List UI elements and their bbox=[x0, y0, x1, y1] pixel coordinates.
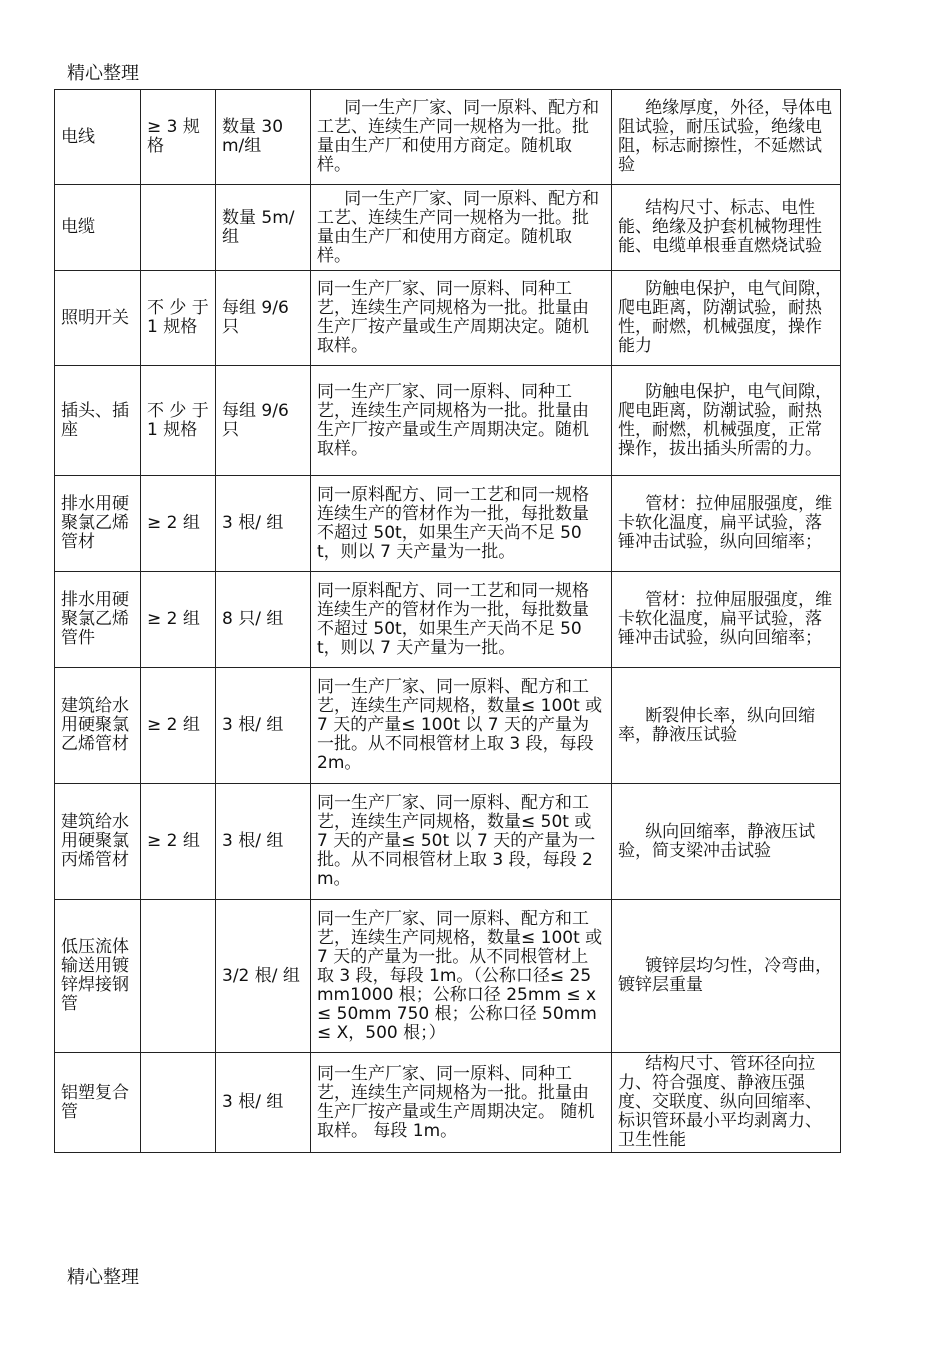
material-name: 建筑给水用硬聚氯丙烯管材 bbox=[55, 784, 141, 900]
batch-rule: 同一生产厂家、同一原料、配方和工艺，连续生产同规格，数量≤ 100t 或 7 天的产量为一批。从不同根管材上取 3 段，每段 1m。（公称口径≤ 25mm1000 根；公称口径 25mm ≤ x ≤ 50mm 750 根；公称口径 50mm≤ X，500 根；） bbox=[311, 900, 612, 1053]
batch-requirement: ≥ 2 组 bbox=[141, 572, 216, 668]
material-name: 建筑给水用硬聚氯乙烯管材 bbox=[55, 668, 141, 784]
material-name: 插头、插座 bbox=[55, 366, 141, 476]
test-items: 管材：拉伸屈服强度，维卡软化温度，扁平试验，落锤冲击试验，纵向回缩率； bbox=[612, 476, 841, 572]
batch-rule: 同一生产厂家、同一原料、配方和工艺，连续生产同规格，数量≤ 100t 或 7 天的产量≤ 100t 以 7 天的产量为一批。从不同根管材上取 3 段，每段 2m。 bbox=[311, 668, 612, 784]
batch-requirement bbox=[141, 1053, 216, 1153]
batch-rule: 同一生产厂家、同一原料、同种工艺，连续生产同规格为一批。批量由生产厂按产量或生产周期决定。随机取样。 bbox=[311, 366, 612, 476]
test-items: 镀锌层均匀性，冷弯曲，镀锌层重量 bbox=[612, 900, 841, 1053]
test-items: 纵向回缩率，静液压试验，简支梁冲击试验 bbox=[612, 784, 841, 900]
batch-rule: 同一生产厂家、同一原料、配方和工艺，连续生产同规格，数量≤ 50t 或 7 天的产量≤ 50t 以 7 天的产量为一批。从不同根管材上取 3 段，每段 2m。 bbox=[311, 784, 612, 900]
batch-requirement: ≥ 2 组 bbox=[141, 784, 216, 900]
table-row bbox=[55, 476, 841, 572]
table-row bbox=[55, 90, 841, 185]
material-name: 电缆 bbox=[55, 185, 141, 271]
table-row bbox=[55, 271, 841, 366]
table-row bbox=[55, 1053, 841, 1153]
batch-rule: 同一生产厂家、同一原料、同种工艺，连续生产同规格为一批。批量由生产厂按产量或生产周期决定。随机取样。 bbox=[311, 271, 612, 366]
batch-requirement: ≥ 2 组 bbox=[141, 476, 216, 572]
test-items: 防触电保护，电气间隙，爬电距离，防潮试验，耐热性，耐燃，机械强度，正常操作，拔出插头所需的力。 bbox=[612, 366, 841, 476]
table-row bbox=[55, 900, 841, 1053]
sample-quantity: 每组 9/6 只 bbox=[216, 271, 311, 366]
batch-requirement: ≥ 3 规格 bbox=[141, 90, 216, 185]
batch-rule: 同一生产厂家、同一原料、配方和工艺、连续生产同一规格为一批。批量由生产厂和使用方商定。随机取样。 bbox=[311, 185, 612, 271]
batch-rule: 同一原料配方、同一工艺和同一规格连续生产的管材作为一批，每批数量不超过 50t，如果生产天尚不足 50t，则以 7 天产量为一批。 bbox=[311, 572, 612, 668]
sample-quantity: 3 根/ 组 bbox=[216, 784, 311, 900]
table-row bbox=[55, 784, 841, 900]
material-name: 铝塑复合管 bbox=[55, 1053, 141, 1153]
sample-quantity: 3 根/ 组 bbox=[216, 476, 311, 572]
sample-quantity: 每组 9/6 只 bbox=[216, 366, 311, 476]
test-items: 绝缘厚度，外径，导体电阻试验，耐压试验，绝缘电阻，标志耐擦性，不延燃试验 bbox=[612, 90, 841, 185]
sample-quantity: 数量 30m/组 bbox=[216, 90, 311, 185]
sample-quantity: 3 根/ 组 bbox=[216, 668, 311, 784]
material-name: 电线 bbox=[55, 90, 141, 185]
test-items: 防触电保护，电气间隙，爬电距离，防潮试验，耐热性，耐燃，机械强度，操作能力 bbox=[612, 271, 841, 366]
sample-quantity: 3/2 根/ 组 bbox=[216, 900, 311, 1053]
table-row bbox=[55, 185, 841, 271]
material-name: 照明开关 bbox=[55, 271, 141, 366]
batch-requirement: 不 少 于 1 规格 bbox=[141, 271, 216, 366]
table-row bbox=[55, 572, 841, 668]
test-items: 结构尺寸、管环径向拉力、符合强度、静液压强度、交联度、纵向回缩率、标识管环最小平均剥离力、卫生性能 bbox=[612, 1053, 841, 1153]
test-items: 结构尺寸、标志、电性能、绝缘及护套机械物理性能、电缆单根垂直燃烧试验 bbox=[612, 185, 841, 271]
test-items: 管材：拉伸屈服强度，维卡软化温度，扁平试验，落锤冲击试验，纵向回缩率； bbox=[612, 572, 841, 668]
sample-quantity: 3 根/ 组 bbox=[216, 1053, 311, 1153]
batch-requirement bbox=[141, 900, 216, 1053]
table-row bbox=[55, 668, 841, 784]
sample-quantity: 数量 5m/组 bbox=[216, 185, 311, 271]
specification-table bbox=[54, 89, 841, 1153]
page-header-label: 精心整理 bbox=[67, 63, 139, 84]
batch-requirement: 不 少 于 1 规格 bbox=[141, 366, 216, 476]
page-footer-label: 精心整理 bbox=[67, 1267, 139, 1288]
batch-rule: 同一生产厂家、同一原料、同种工艺，连续生产同规格为一批。批量由生产厂按产量或生产周期决定。 随机取样。 每段 1m。 bbox=[311, 1053, 612, 1153]
batch-rule: 同一生产厂家、同一原料、配方和工艺、连续生产同一规格为一批。批量由生产厂和使用方商定。随机取样。 bbox=[311, 90, 612, 185]
batch-rule: 同一原料配方、同一工艺和同一规格连续生产的管材作为一批，每批数量不超过 50t，如果生产天尚不足 50t，则以 7 天产量为一批。 bbox=[311, 476, 612, 572]
test-items: 断裂伸长率，纵向回缩率，静液压试验 bbox=[612, 668, 841, 784]
table-row bbox=[55, 366, 841, 476]
material-name: 排水用硬聚氯乙烯管件 bbox=[55, 572, 141, 668]
material-name: 低压流体输送用镀锌焊接钢管 bbox=[55, 900, 141, 1053]
batch-requirement bbox=[141, 185, 216, 271]
batch-requirement: ≥ 2 组 bbox=[141, 668, 216, 784]
sample-quantity: 8 只/ 组 bbox=[216, 572, 311, 668]
material-name: 排水用硬聚氯乙烯管材 bbox=[55, 476, 141, 572]
